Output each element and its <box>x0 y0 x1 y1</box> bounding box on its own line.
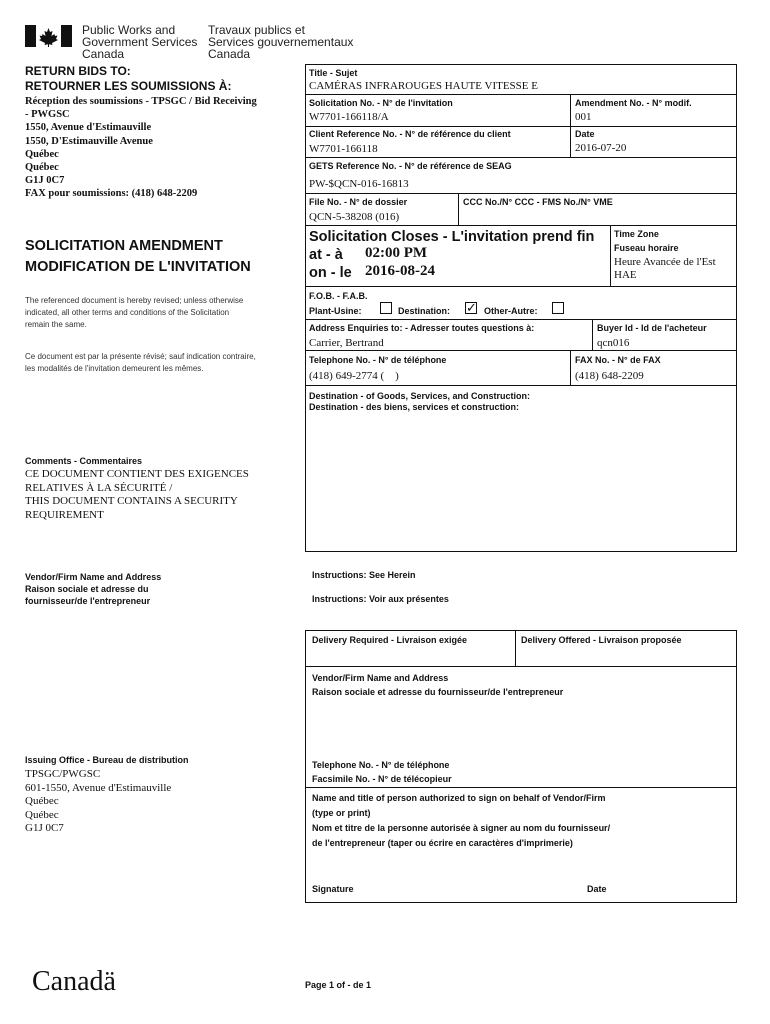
comment-line: CE DOCUMENT CONTIENT DES EXIGENCES <box>25 468 249 480</box>
notice-line: indicated, all other terms and conditions of the Solicitation <box>25 308 230 317</box>
amendment-number-value: 001 <box>575 111 592 123</box>
address-line: Réception des soumissions - TPSGC / Bid Receiving <box>25 96 257 107</box>
canada-wordmark-logo <box>32 966 116 998</box>
issuing-line: TPSGC/PWGSC <box>25 768 101 780</box>
instructions-fr: Instructions: Voir aux présentes <box>312 594 449 604</box>
vendor-telephone-label: Telephone No. - N° de téléphone <box>312 760 450 770</box>
plant-usine-checkbox[interactable] <box>380 302 392 314</box>
solicitation-number-value: W7701-166118/A <box>309 111 389 123</box>
plant-usine-label: Plant-Usine: <box>309 306 362 316</box>
delivery-offered-label: Delivery Offered - Livraison proposée <box>521 635 682 645</box>
dept-fr-line: Services gouvernementaux <box>208 35 354 49</box>
row-divider <box>305 193 737 194</box>
signer-label-line: (type or print) <box>312 808 371 818</box>
gets-reference-label: GETS Reference No. - N° de référence de SEAG <box>309 161 512 171</box>
notice-line: Ce document est par la présente révisé; sauf indication contraire, <box>25 352 256 361</box>
amendment-title <box>25 236 251 278</box>
address-line: Québec <box>25 162 59 174</box>
amendment-title-fr: MODIFICATION DE L'INVITATION <box>25 259 251 275</box>
row-divider <box>305 319 737 320</box>
vendor-name-address-label-fr: Raison sociale et adresse du fournisseur/de l'entrepreneur <box>312 687 564 697</box>
destination-label: Destination: <box>398 306 451 316</box>
other-autre-checkbox[interactable] <box>552 302 564 314</box>
comment-line: REQUIREMENT <box>25 508 104 521</box>
date-label: Date <box>575 129 595 139</box>
gets-reference-value: PW-$QCN-016-16813 <box>309 178 409 190</box>
issuing-line: Québec <box>25 808 59 821</box>
time-zone-value <box>614 256 716 282</box>
destination-goods-label: Destination - of Goods, Services, and Construction: <box>309 391 531 401</box>
return-bids-address <box>25 95 290 201</box>
signer-label-line: de l'entrepreneur (taper ou écrire en caractères d'imprimerie) <box>312 838 573 848</box>
return-bids-en: RETURN BIDS TO: <box>25 64 131 78</box>
fax-value: (418) 648-2209 <box>575 370 644 382</box>
comment-line: THIS DOCUMENT CONTAINS A SECURITY <box>25 495 238 507</box>
col-divider <box>458 193 459 225</box>
department-name-fr <box>208 24 353 60</box>
notice-line: les modalités de l'invitation demeurent les mêmes. <box>25 364 204 373</box>
destination-checkbox[interactable] <box>465 302 477 314</box>
address-line: 1550, D'Estimauville Avenue <box>25 135 153 147</box>
time-zone-line: HAE <box>614 269 637 281</box>
row-divider <box>305 157 737 158</box>
col-divider <box>592 319 593 350</box>
buyer-id-label: Buyer Id - Id de l'acheteur <box>597 323 707 333</box>
return-bids-fr: RETOURNER LES SOUMISSIONS À: <box>25 79 232 93</box>
delivery-required-label: Delivery Required - Livraison exigée <box>312 635 468 645</box>
dept-fr-line: Canada <box>208 47 251 61</box>
col-divider <box>610 225 611 286</box>
row-divider <box>305 225 737 226</box>
issuing-line: G1J 0C7 <box>25 822 64 834</box>
authorized-signer-label <box>312 791 610 851</box>
destination-goods-label-fr: Destination - des biens, services et construction: <box>309 402 520 412</box>
signer-label-line: Nom et titre de la personne autorisée à signer au nom du fournisseur/ <box>312 823 611 833</box>
vendor-name-address-label: Vendor/Firm Name and Address <box>312 673 449 683</box>
instructions-en: Instructions: See Herein <box>312 570 416 580</box>
issuing-line: Québec <box>25 795 59 807</box>
address-line: G1J 0C7 <box>25 175 65 187</box>
vendor-facsimile-label: Facsimile No. - N° de télécopieur <box>312 774 452 784</box>
dept-fr-line: Travaux publics et <box>208 23 305 37</box>
issuing-office-label: Issuing Office - Bureau de distribution <box>25 755 189 765</box>
date-value: 2016-07-20 <box>575 142 627 154</box>
other-autre-label: Other-Autre: <box>484 306 538 316</box>
dept-en-line: Public Works and <box>82 23 176 37</box>
file-number-value: QCN-5-38208 (016) <box>309 211 400 223</box>
dept-en-line: Canada <box>82 47 125 61</box>
buyer-id-value: qcn016 <box>597 337 630 349</box>
row-divider <box>305 385 737 386</box>
signature-date-label: Date <box>587 884 607 894</box>
address-enquiries-label: Address Enquiries to: - Adresser toutes questions à: <box>309 323 535 333</box>
client-reference-value: W7701-166118 <box>309 143 378 155</box>
address-line: FAX pour soumissions: (418) 648-2209 <box>25 188 198 200</box>
file-number-label: File No. - N° de dossier <box>309 197 408 207</box>
ccc-number-label: CCC No./N° CCC - FMS No./N° VME <box>463 197 613 207</box>
checkmark-icon: ✓ <box>466 300 477 315</box>
row-divider <box>305 94 737 95</box>
closes-at-value: 02:00 PM <box>365 245 428 261</box>
amendment-title-en: SOLICITATION AMENDMENT <box>25 238 223 254</box>
title-value: CAMÉRAS INFRAROUGES HAUTE VITESSE E <box>309 80 538 92</box>
amendment-number-label: Amendment No. - N° modif. <box>575 98 692 108</box>
time-zone-label: Time Zone <box>614 229 659 239</box>
notice-line: The referenced document is hereby revised; unless otherwise <box>25 296 244 305</box>
comments-text <box>25 468 249 522</box>
department-name-en <box>82 24 197 60</box>
signature-label: Signature <box>312 884 354 894</box>
signer-label-line: Name and title of person authorized to sign on behalf of Vendor/Firm <box>312 793 606 803</box>
telephone-value: (418) 649-2774 ( ) <box>309 370 399 382</box>
address-line: - PWGSC <box>25 109 70 121</box>
row-divider <box>305 666 737 667</box>
solicitation-closes-title: Solicitation Closes - L'invitation prend fin <box>309 229 595 245</box>
col-divider <box>570 350 571 385</box>
fob-label: F.O.B. - F.A.B. <box>309 291 368 301</box>
canada-flag-logo <box>25 25 72 47</box>
title-label: Title - Sujet <box>309 68 358 78</box>
comment-line: RELATIVES À LA SÉCURITÉ / <box>25 481 173 494</box>
address-enquiries-value: Carrier, Bertrand <box>309 337 384 349</box>
notice-line: remain the same. <box>25 320 87 329</box>
time-zone-label-fr: Fuseau horaire <box>614 243 679 253</box>
closes-on-value: 2016-08-24 <box>365 263 435 279</box>
comments-label: Comments - Commentaires <box>25 456 143 466</box>
time-zone-line: Heure Avancée de l'Est <box>614 256 716 268</box>
col-divider <box>515 630 516 666</box>
canada-wordmark: Canadä <box>32 966 116 997</box>
issuing-line: 601-1550, Avenue d'Estimauville <box>25 781 172 794</box>
vendor-label-line: Raison sociale et adresse du <box>25 584 149 594</box>
closes-at-label: at - à <box>309 247 343 263</box>
vendor-label-line: Vendor/Firm Name and Address <box>25 572 162 582</box>
amendment-notice-fr <box>25 351 256 375</box>
telephone-label: Telephone No. - N° de téléphone <box>309 355 447 365</box>
address-line: 1550, Avenue d'Estimauville <box>25 122 152 134</box>
row-divider <box>305 286 737 287</box>
row-divider <box>305 126 737 127</box>
address-line: Québec <box>25 148 59 160</box>
return-bids-heading <box>25 64 231 94</box>
row-divider <box>305 787 737 788</box>
page-number: Page 1 of - de 1 <box>305 980 372 990</box>
closes-on-label: on - le <box>309 265 352 281</box>
fax-label: FAX No. - N° de FAX <box>575 355 661 365</box>
vendor-label-line: fournisseur/de l'entrepreneur <box>25 596 151 606</box>
row-divider <box>305 350 737 351</box>
solicitation-number-label: Solicitation No. - N° de l'invitation <box>309 98 453 108</box>
client-reference-label: Client Reference No. - N° de référence du client <box>309 129 511 139</box>
col-divider <box>570 94 571 157</box>
issuing-office-address <box>25 768 171 836</box>
dept-en-line: Government Services <box>82 35 198 49</box>
amendment-notice-en <box>25 295 243 331</box>
vendor-firm-label <box>25 571 161 607</box>
